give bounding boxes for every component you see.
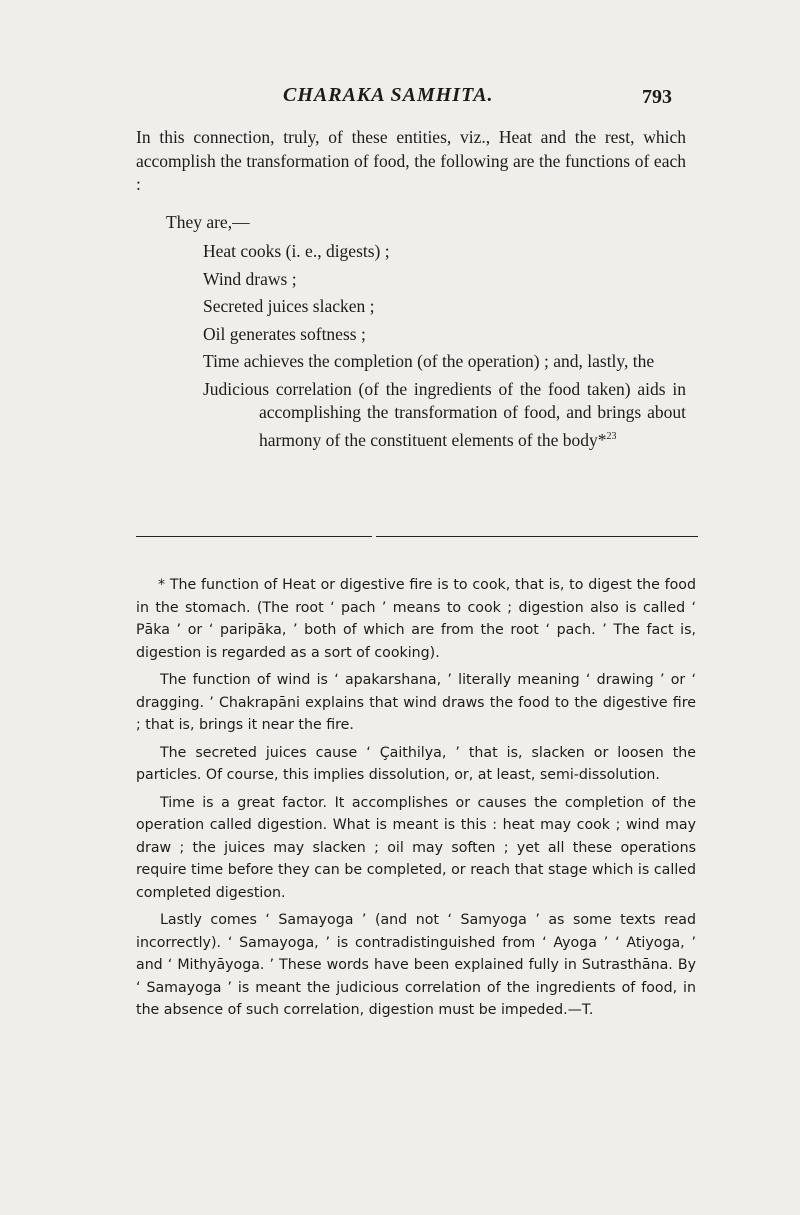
they-are-line: They are,— <box>166 211 250 232</box>
footnote-wind: The function of wind is ‘ apakarshana, ’ literally meaning ‘ drawing ’ or ‘ dragging. ’ Chakrapāni explains that wind draws the food to the digestive fire ; that is, brings it near the fire. <box>136 672 696 733</box>
footnote-time: Time is a great factor. It accomplishes or causes the completion of the operation called digestion. What is meant is this : heat may cook ; wind may draw ; the juices may slacken ; oil may soften ; yet all these operations require time before they can be completed, or reach that stage which is called completed digestion. <box>136 794 696 901</box>
divider-rule-left <box>136 536 372 537</box>
intro-paragraph: In this connection, truly, of these entities, viz., Heat and the rest, which accomplish the transformation of food, the following are the functions of each : <box>136 127 686 194</box>
function-juices: Secreted juices slacken ; <box>203 296 375 316</box>
page-header <box>0 84 800 114</box>
page-number: 793 <box>642 86 672 108</box>
function-heat: Heat cooks (i. e., digests) ; <box>203 241 390 261</box>
footnote-juices: The secreted juices cause ‘ Çaithilya, ’ that is, slacken or loosen the particles. Of course, this implies dissolution, or, at least, semi-dissolution. <box>136 744 696 783</box>
divider-rule-right <box>376 536 698 537</box>
functions-list <box>136 240 686 452</box>
footnotes <box>136 574 696 1027</box>
footnote-heat: * The function of Heat or digestive fire is to cook, that is, to digest the food in the stomach. (The root ‘ pach ’ means to cook ; digestion also is called ‘ Pāka ’ or ‘ paripāka, ’ both of which are from the root ‘ pach. ’ The fact is, digestion is regarded as a sort of cooking). <box>136 577 696 661</box>
function-oil: Oil generates softness ; <box>203 323 366 344</box>
footnote-samayoga: Lastly comes ‘ Samayoga ’ (and not ‘ Samyoga ’ as some texts read incorrectly). ‘ Samayoga, ’ is contradistinguished from ‘ Ayoga ’ ‘ Atiyoga, ’ and ‘ Mithyāyoga. ’ These words have been explained fully in Sutrasthāna. By ‘ Samayoga ’ is meant the judicious correlation of the ingredients of food, in the absence of such correlation, digestion must be impeded.—T. <box>136 912 696 1018</box>
running-title: CHARAKA SAMHITA. <box>283 84 494 106</box>
function-correlation: Judicious correlation (of the ingredients of the food taken) aids in accomplishing the transformation of food, and brings about harmony of the constituent elements of the body*$^{23}$ <box>203 378 686 450</box>
function-wind: Wind draws ; <box>203 268 297 289</box>
main-text <box>136 126 686 456</box>
function-time: Time achieves the completion (of the operation) ; and, lastly, the <box>203 351 655 371</box>
footnote-marker: 23 <box>606 430 617 442</box>
